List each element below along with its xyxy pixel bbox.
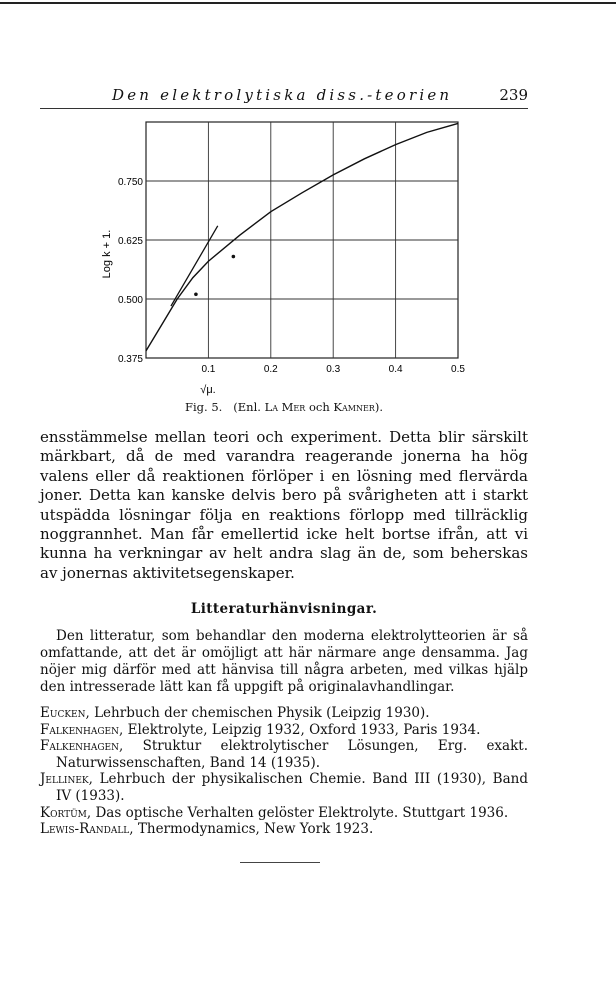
- page-number: 239: [499, 86, 528, 104]
- y-tick-label: 0.375: [117, 354, 143, 365]
- theory-curve-line: [146, 123, 458, 351]
- reference-author: Falkenhagen,: [40, 721, 124, 738]
- x-tick-label: 0.1: [201, 364, 216, 375]
- reference-author: Lewis-Randall,: [40, 821, 134, 838]
- body-paragraph-1: ensstämmelse mellan teori och experiment. Detta blir särskilt märkbart, då de med varandra reagerande jonerna ha hög valens eller då reaktionen förlöper i en lösning med flervärda joner. Detta kan kanske delvis bero på svårigheten att i starkt utspädda lösningar följa en reaktions förlopp med tillräcklig noggrannhet. Man får emellertid icke helt bortse ifrån, att vi kunna ha verkningar av helt andra slag än de, som beherskas av jonernas aktivitetsegenskaper.: [40, 428, 528, 582]
- reference-author: Kortüm,: [40, 804, 92, 821]
- reference-text: Thermodynamics, New York 1923.: [133, 821, 374, 838]
- chart-grid: [146, 122, 458, 358]
- x-axis-label: √μ.: [200, 384, 216, 396]
- chart-series: [146, 123, 458, 351]
- header-rule: [40, 108, 528, 109]
- running-title: Den elektrolytiska diss.-teorien: [112, 86, 453, 104]
- x-tick-label: 0.5: [451, 364, 465, 375]
- reference-author: Jellinek,: [40, 771, 93, 788]
- y-tick-label: 0.625: [117, 236, 143, 247]
- figure-5-chart: [96, 116, 476, 398]
- reference-author: Eucken,: [40, 705, 90, 721]
- figure-caption: [40, 400, 528, 414]
- y-axis-label: Log k + 1.: [101, 229, 113, 279]
- reference-text: Das optische Verhalten gelöster Elektrolyte. Stuttgart 1936.: [91, 804, 509, 821]
- reference-author: Falkenhagen,: [40, 738, 124, 755]
- caption-author-2: Kamner: [333, 400, 375, 414]
- end-rule: [240, 862, 320, 863]
- y-tick-label: 0.750: [117, 177, 143, 188]
- reference-text: Lehrbuch der physikalischen Chemie. Band III (1930), Band IV (1933).: [56, 771, 528, 804]
- reference-item: [40, 805, 528, 822]
- caption-author-1: La Mer: [264, 400, 306, 414]
- reference-text: Elektrolyte, Leipzig 1932, Oxford 1933, Paris 1934.: [123, 721, 481, 738]
- x-tick-label: 0.4: [388, 364, 403, 375]
- top-edge-rule: [0, 2, 616, 4]
- experimental-data-point: [232, 255, 236, 259]
- reference-item: [40, 821, 528, 838]
- section-heading: Litteraturhänvisningar.: [190, 601, 378, 617]
- caption-label: Fig. 5.: [185, 400, 223, 414]
- reference-item: [40, 738, 528, 771]
- experimental-data-point: [194, 292, 198, 296]
- reference-item: [40, 722, 528, 739]
- caption-post: ).: [374, 400, 383, 414]
- reference-item: [40, 705, 528, 722]
- y-tick-label: 0.500: [117, 295, 143, 306]
- reference-text: Lehrbuch der chemischen Physik (Leipzig 1930).: [89, 705, 430, 721]
- caption-mid: och: [308, 400, 330, 414]
- x-tick-label: 0.3: [326, 364, 341, 375]
- reference-item: [40, 771, 528, 804]
- running-header: [40, 86, 528, 106]
- chart-ticks: [118, 177, 465, 375]
- reference-list: [40, 705, 528, 838]
- x-tick-label: 0.2: [263, 364, 278, 375]
- caption-pre: (Enl.: [233, 400, 261, 414]
- body-paragraph-2: Den litteratur, som behandlar den moderna elektrolytteorien är så omfattande, att det är omöjligt att här närmare ange densamma. Jag nöjer mig därför med att hänvisa till några arbeten, med vilkas hjälp den intresserade lätt kan få uppgift på originalavhandlingar.: [40, 628, 528, 695]
- reference-text: Struktur elektrolytischer Lösungen, Erg. exakt. Naturwissenschaften, Band 14 (1935).: [56, 738, 528, 771]
